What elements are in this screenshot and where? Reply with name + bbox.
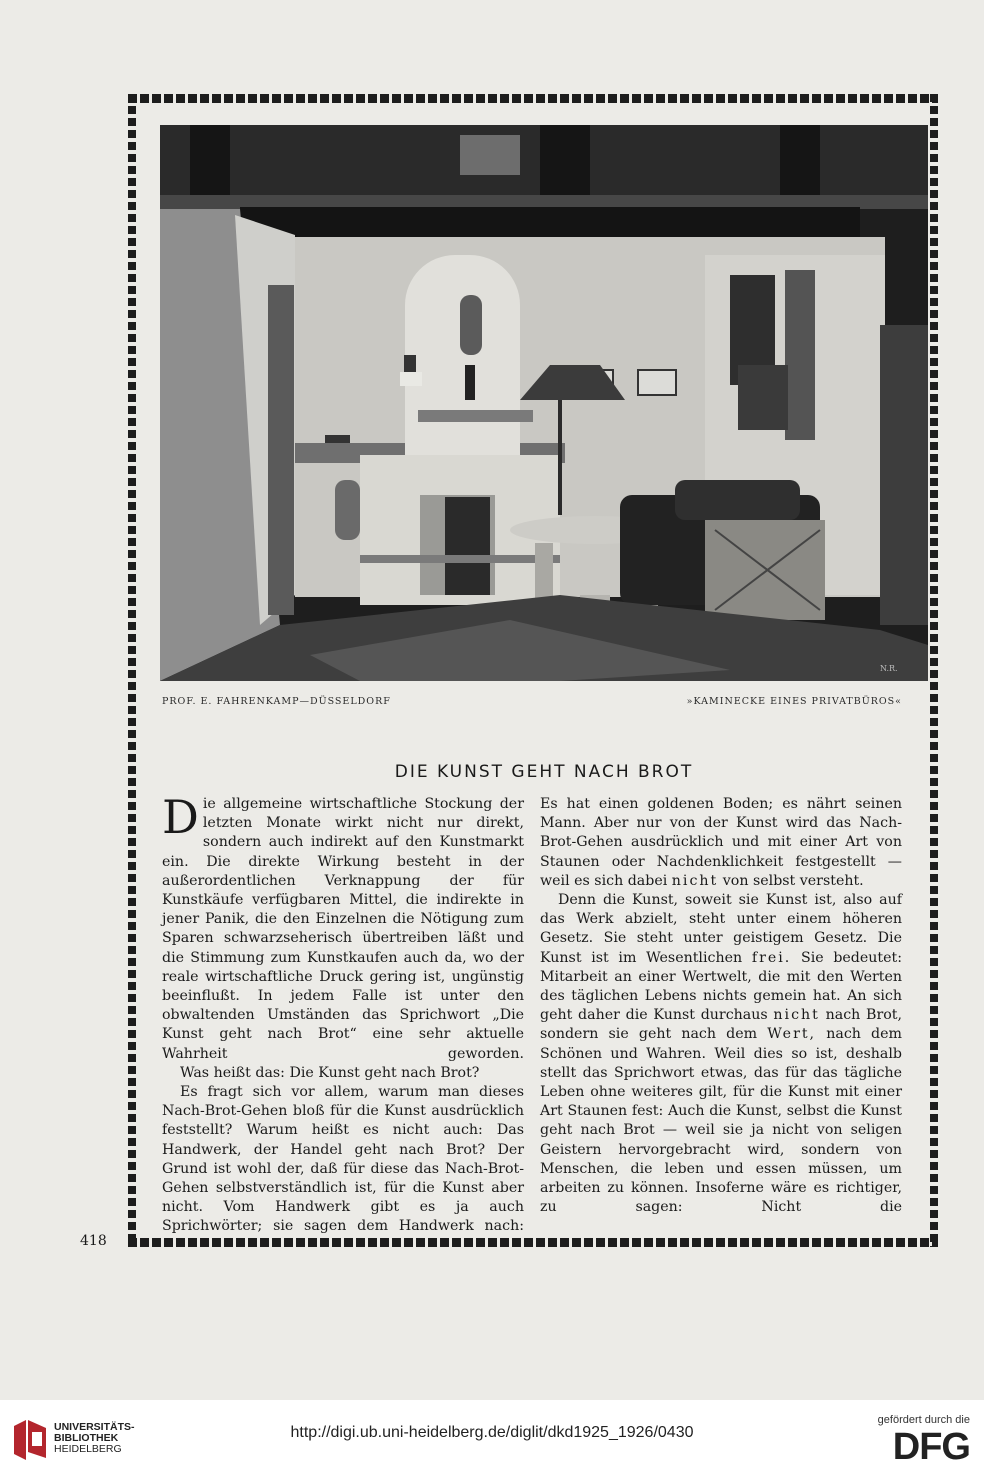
library-name-line: UNIVERSITÄTS- [54, 1421, 135, 1433]
photo-signature: N.R. [880, 664, 898, 673]
funding-note: gefördert durch die [877, 1414, 970, 1426]
text-run: Sie bedeutet: Mitarbeit an einer Wertwelt, die mit den Werten des täglichen Lebens nichts gemein hat. An sich geht daher die Kunst durchaus [540, 949, 902, 1024]
dfg-logo: DFG [892, 1426, 970, 1468]
paragraph: Was heißt das: Die Kunst geht nach Brot? [180, 1064, 480, 1081]
text-run: von selbst versteht. [722, 872, 864, 889]
text-run: nach dem Schönen und Wahren. Weil dies so ist, deshalb stellt das Sprichwort etwas, das für das tägliche Leben ohne weiteres gilt, für die Kunst mit einer Art Staunen fest: Auch die Kunst, selbst die Kunst geht nach Brot — weil sie ja nicht von seligen Geistern hervorgebracht wird, sondern von Menschen, die leben und essen müssen, um arbeiten zu können. Insoferne wäre es richtiger, zu sagen: Nicht die [540, 1026, 902, 1216]
paragraph: Es fragt sich vor allem, warum man dieses Nach-Brot-Gehen bloß für die Kunst ausdrücklich feststellt? Warum heißt es nicht auch: Das Handwerk, der Handel geht nach Brot? Der Grund ist wohl der, daß für diese das Nach-Brot-Gehen selbstverständlich ist, für die Kunst aber nicht. Vom Handwerk gibt es ja auch Sprichwörter; sie sagen dem Handwerk nach: [162, 1084, 524, 1235]
spaced-emphasis: nicht [773, 1007, 820, 1024]
paragraph [540, 795, 902, 891]
spaced-emphasis: frei. [751, 949, 792, 966]
drop-cap: D [162, 790, 199, 844]
text-run: nach Brot, sondern sie geht nach dem [540, 1007, 903, 1043]
caption-right: »KAMINECKE EINES PRIVATBÜROS« [686, 696, 902, 707]
spaced-emphasis: Wert, [767, 1026, 817, 1043]
page-border-top [128, 94, 938, 103]
text-column-left [162, 790, 524, 1237]
text-run: Denn die Kunst, soweit sie Kunst ist, also auf das Werk abzielt, steht unter einem höheren Gesetz. Sie steht unter geistigem Gesetz. Die Kunst ist im Wesentlichen [540, 892, 902, 966]
paragraph [162, 790, 524, 1064]
paragraph [540, 891, 902, 1217]
page-border-left [128, 94, 136, 1247]
page-border-bottom [128, 1238, 938, 1247]
library-name-line: HEIDELBERG [54, 1443, 122, 1455]
spaced-emphasis: nicht [671, 872, 719, 889]
text-column-right [540, 795, 902, 1217]
paragraph-text: ie allgemeine wirtschaftliche Stockung der letzten Monate wirkt nicht nur direkt, sondern auch indirekt auf den Kunstmarkt ein. Die direkte Wirkung besteht in der außerordentlichen Verknappung der für Kunstkäufe verfügbaren Mittel, die indirekte in jener Panik, die den Einzelnen die Nötigung zum Sparen schwarzseherisch übertreiben läßt und die Stimmung zum Kunstkaufen auch da, wo der reale wirtschaftliche Druck gering ist, ungünstig beeinflußt. In jedem Falle ist unter den obwaltenden Umständen das Sprichwort „Die Kunst geht nach Brot“ eine sehr aktuelle Wahrheit geworden. [162, 796, 524, 1062]
interior-photograph [160, 125, 928, 681]
article-title: DIE KUNST GEHT NACH BROT [394, 762, 694, 782]
page-border-right [930, 94, 938, 1247]
text-run: Es hat einen goldenen Boden; es nährt seinen Mann. Aber nur von der Kunst wird das Nach-Brot-Gehen ausdrücklich und mit einer Art von Staunen oder Nachdenklichkeit festgestellt — weil es sich dabei [540, 796, 902, 889]
page-number: 418 [80, 1233, 107, 1249]
library-name-line: BIBLIOTHEK [54, 1432, 119, 1444]
caption-left: PROF. E. FAHRENKAMP—DÜSSELDORF [162, 696, 391, 707]
source-url-link[interactable]: http://digi.ub.uni-heidelberg.de/diglit/dkd1925_1926/0430 [290, 1424, 694, 1441]
